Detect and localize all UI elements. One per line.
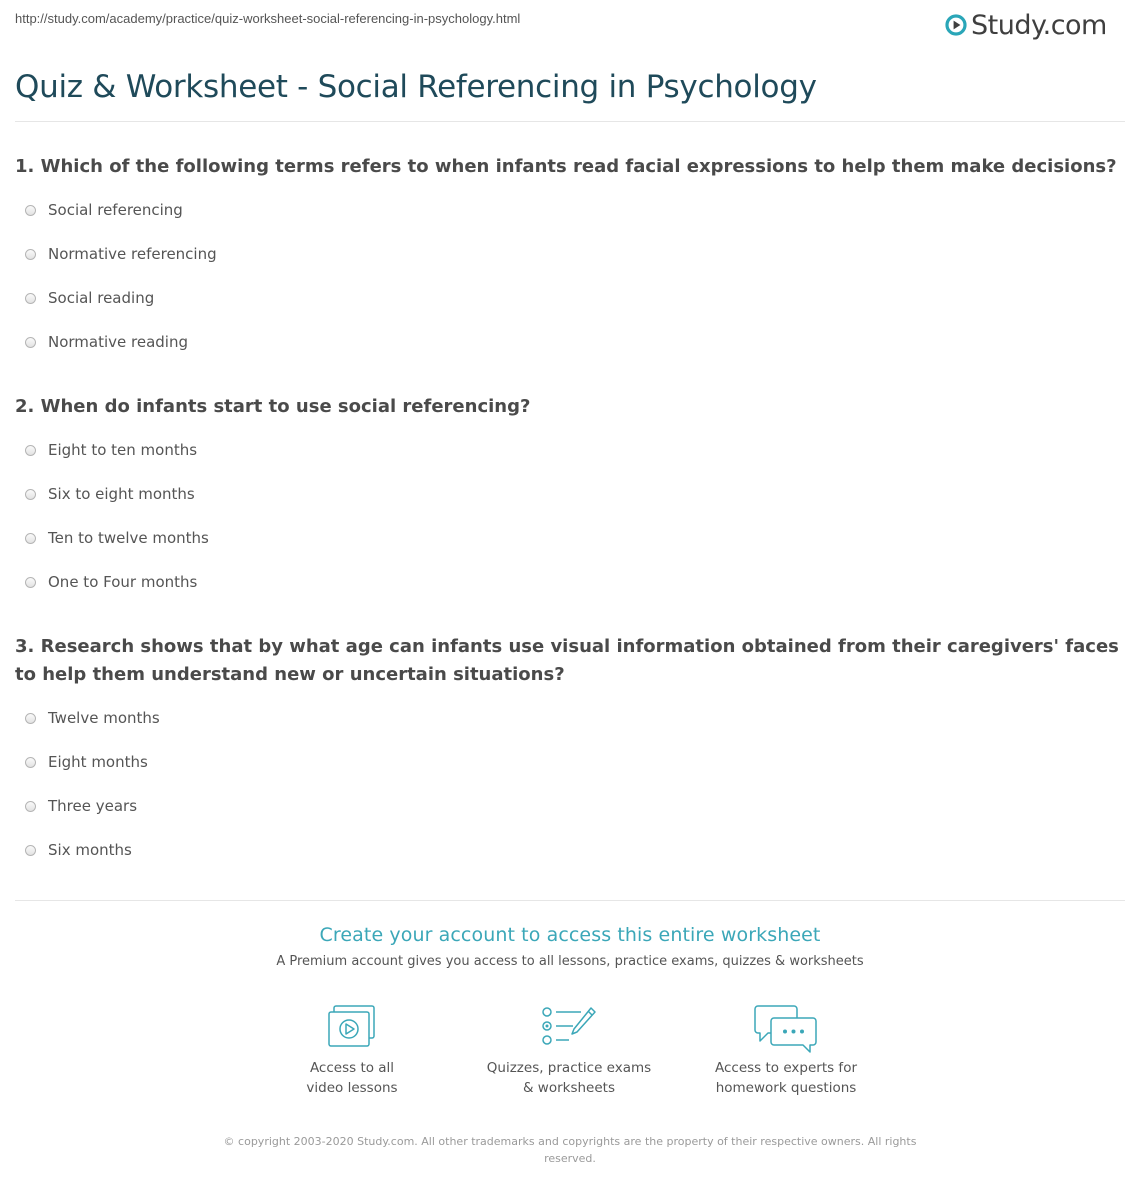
create-account-link[interactable]: Create your account to access this entire worksheet [319, 924, 821, 946]
title-divider [15, 121, 1125, 122]
radio-button[interactable] [25, 205, 36, 216]
feature-line: Access to experts for [714, 1060, 857, 1076]
feature-quizzes [469, 1004, 669, 1098]
feature-experts [686, 1004, 886, 1098]
option-label: Eight months [48, 753, 148, 771]
q2-option-3[interactable] [25, 527, 209, 549]
study-logo[interactable] [945, 8, 1107, 42]
feature-line: video lessons [306, 1080, 398, 1096]
radio-button[interactable] [25, 489, 36, 500]
feature-line: Access to all [309, 1060, 395, 1076]
play-circle-icon [945, 14, 967, 36]
copyright-notice: © copyright 2003-2020 Study.com. All other trademarks and copyrights are the property of their respective owners. All rights reserved. [223, 1135, 917, 1165]
feature-line: & worksheets [522, 1080, 615, 1096]
radio-button[interactable] [25, 337, 36, 348]
option-label: Eight to ten months [48, 441, 198, 459]
option-label: Ten to twelve months [48, 529, 209, 547]
cta-divider [15, 900, 1125, 901]
radio-button[interactable] [25, 845, 36, 856]
radio-button[interactable] [25, 249, 36, 260]
radio-button[interactable] [25, 713, 36, 724]
logo-text: Study.com [971, 9, 1107, 41]
feature-line: Quizzes, practice exams [486, 1060, 652, 1076]
q2-option-4[interactable] [25, 571, 197, 593]
option-label: Normative referencing [48, 245, 217, 263]
option-label: One to Four months [48, 573, 198, 591]
page-title: Quiz & Worksheet - Social Referencing in Psychology [15, 69, 817, 105]
question-1-text: 1. Which of the following terms refers to when infants read facial expressions to help them make decisions? [15, 156, 1117, 177]
page-url: http://study.com/academy/practice/quiz-worksheet-social-referencing-in-psychology.html [15, 11, 521, 26]
question-3-text: 3. Research shows that by what age can infants use visual information obtained from their caregivers' faces to help them understand new or uncertain situations? [15, 636, 1119, 685]
radio-button[interactable] [25, 293, 36, 304]
q1-option-2[interactable] [25, 243, 217, 265]
q3-option-1[interactable] [25, 707, 160, 729]
q3-option-2[interactable] [25, 751, 148, 773]
radio-button[interactable] [25, 757, 36, 768]
radio-button[interactable] [25, 445, 36, 456]
option-label: Social referencing [48, 201, 183, 219]
radio-button[interactable] [25, 801, 36, 812]
feature-line: homework questions [715, 1080, 857, 1096]
radio-button[interactable] [25, 533, 36, 544]
option-label: Six to eight months [48, 485, 195, 503]
feature-video-lessons [252, 1004, 452, 1098]
option-label: Normative reading [48, 333, 189, 351]
question-2-text: 2. When do infants start to use social referencing? [15, 396, 531, 417]
q1-option-4[interactable] [25, 331, 188, 353]
q2-option-2[interactable] [25, 483, 195, 505]
chat-bubbles-icon [754, 1004, 818, 1054]
video-lessons-icon [326, 1004, 378, 1048]
option-label: Three years [48, 797, 138, 815]
option-label: Social reading [48, 289, 155, 307]
quiz-checklist-icon [541, 1004, 597, 1048]
option-label: Six months [48, 841, 132, 859]
q3-option-3[interactable] [25, 795, 137, 817]
q3-option-4[interactable] [25, 839, 132, 861]
q1-option-1[interactable] [25, 199, 183, 221]
option-label: Twelve months [48, 709, 160, 727]
radio-button[interactable] [25, 577, 36, 588]
q1-option-3[interactable] [25, 287, 154, 309]
q2-option-1[interactable] [25, 439, 197, 461]
cta-subtitle: A Premium account gives you access to all lessons, practice exams, quizzes & worksheets [276, 954, 864, 969]
